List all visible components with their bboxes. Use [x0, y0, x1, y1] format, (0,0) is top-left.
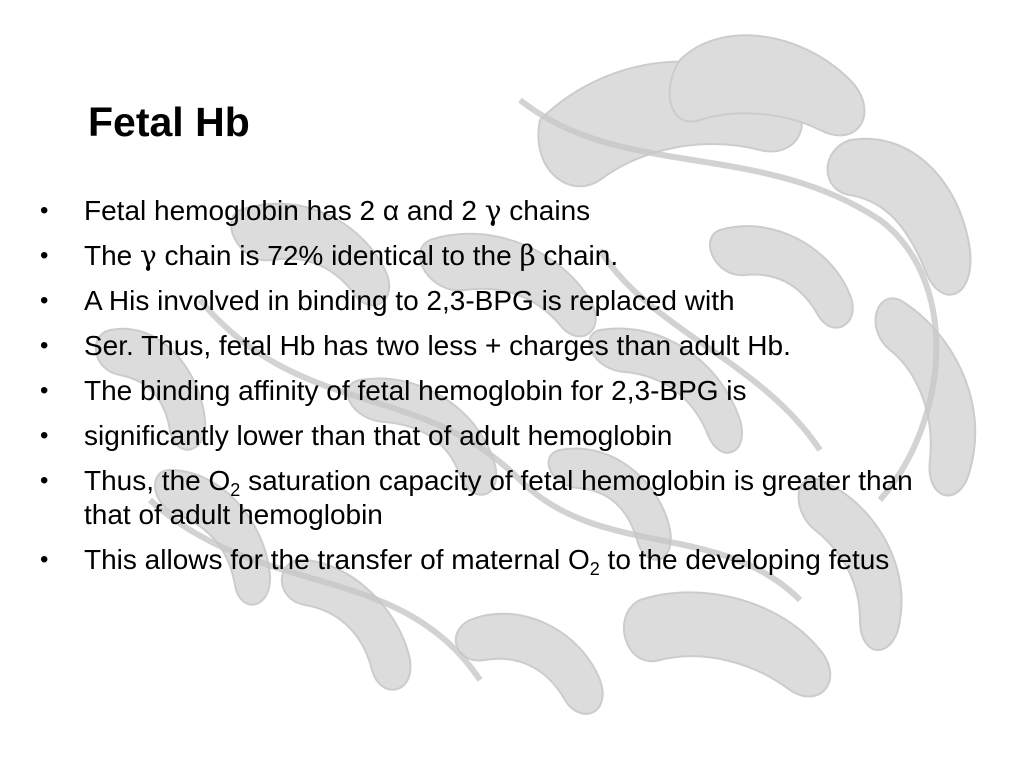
slide-title: Fetal Hb — [88, 99, 250, 145]
bullet-marker: • — [40, 467, 49, 494]
bullet-item — [40, 239, 920, 273]
bullet-text: This allows for the transfer of maternal $O_2$ to the developing fetus — [84, 544, 890, 579]
bullet-item — [40, 284, 920, 318]
bullet-item — [40, 464, 920, 532]
bullet-marker: • — [40, 332, 49, 359]
bullet-marker: • — [40, 546, 49, 573]
bullet-marker: • — [40, 287, 49, 314]
bullet-list — [40, 194, 920, 588]
bullet-marker: • — [40, 377, 49, 404]
bullet-marker: • — [40, 422, 49, 449]
bullet-text: The γ chain is 72% identical to the β chain. — [84, 239, 619, 272]
bullet-marker: • — [40, 242, 49, 269]
bullet-item — [40, 329, 920, 363]
bullet-item — [40, 543, 920, 577]
bullet-text: Thus, the $O_2$ saturation capacity of fetal hemoglobin is greater than that of adult hemoglobin — [84, 465, 913, 530]
bullet-text: The binding affinity of fetal hemoglobin for 2,3-BPG is — [84, 375, 747, 406]
bullet-text: Ser. Thus, fetal Hb has two less + charges than adult Hb. — [84, 330, 791, 361]
bullet-text: significantly lower than that of adult hemoglobin — [84, 420, 673, 451]
bullet-text: A His involved in binding to 2,3-BPG is replaced with — [84, 285, 735, 316]
bullet-text: Fetal hemoglobin has 2 α and 2 γ chains — [84, 194, 591, 227]
bullet-marker: • — [40, 197, 49, 224]
bullet-item — [40, 194, 920, 228]
bullet-item — [40, 419, 920, 453]
bullet-item — [40, 374, 920, 408]
